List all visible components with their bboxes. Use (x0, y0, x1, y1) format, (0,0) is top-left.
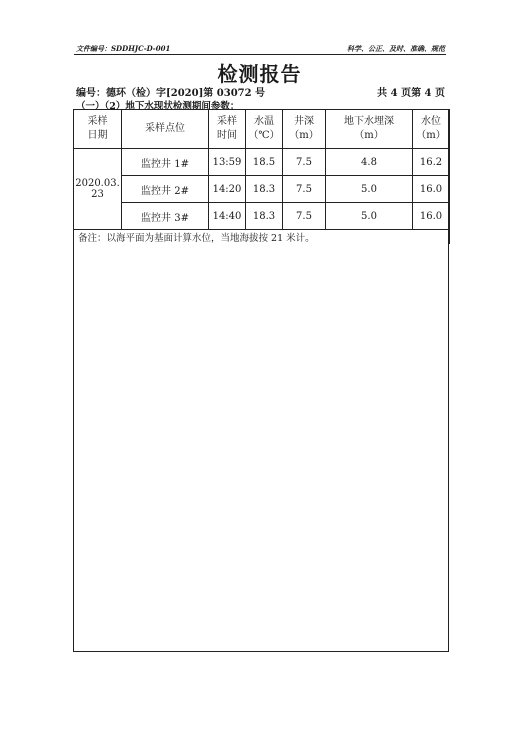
depth-cell: 7.5 (283, 176, 326, 203)
time-cell: 14:40 (209, 203, 246, 230)
document-number: 文件编号：SDDHJC-D-001 (76, 44, 171, 53)
burial-cell: 4.8 (326, 149, 413, 176)
table-header-row (74, 110, 450, 149)
table-row (74, 149, 450, 176)
temp-cell: 18.3 (246, 176, 283, 203)
report-code: 编号：德环（检）字[2020]第 03072 号 (76, 88, 266, 99)
header-divider (74, 54, 446, 55)
sampling-date-cell: 2020.03. 23 (74, 149, 122, 230)
level-cell: 16.0 (413, 203, 450, 230)
report-title: 检测报告 (217, 62, 302, 86)
note-row (74, 230, 450, 245)
burial-cell: 5.0 (326, 176, 413, 203)
header-water-temp: 水温 （℃） (246, 110, 283, 149)
temp-cell: 18.5 (246, 149, 283, 176)
groundwater-parameters-table (73, 109, 450, 244)
header-burial-depth: 地下水埋深 （m） (326, 110, 413, 149)
header-water-level: 水位 （m） (413, 110, 450, 149)
time-cell: 14:20 (209, 176, 246, 203)
table-row (74, 176, 450, 203)
table-row (74, 203, 450, 230)
point-cell: 监控井 3# (122, 203, 209, 230)
point-cell: 监控井 2# (122, 176, 209, 203)
burial-cell: 5.0 (326, 203, 413, 230)
header-sampling-date: 采样 日期 (74, 110, 122, 149)
depth-cell: 7.5 (283, 149, 326, 176)
temp-cell: 18.3 (246, 203, 283, 230)
header-sampling-time: 采样 时间 (209, 110, 246, 149)
company-motto: 科学、公正、及时、准确、规范 (347, 44, 445, 53)
time-cell: 13:59 (209, 149, 246, 176)
section-title: （一）（2）地下水现状检测期间参数： (76, 101, 240, 112)
level-cell: 16.0 (413, 176, 450, 203)
depth-cell: 7.5 (283, 203, 326, 230)
point-cell: 监控井 1# (122, 149, 209, 176)
header-well-depth: 井深 （m） (283, 110, 326, 149)
level-cell: 16.2 (413, 149, 450, 176)
table-note: 备注：以海平面为基面计算水位，当地海拔按 21 米计。 (74, 230, 450, 245)
header-sampling-point: 采样点位 (122, 110, 209, 149)
page-info: 共 4 页第 4 页 (377, 88, 445, 99)
